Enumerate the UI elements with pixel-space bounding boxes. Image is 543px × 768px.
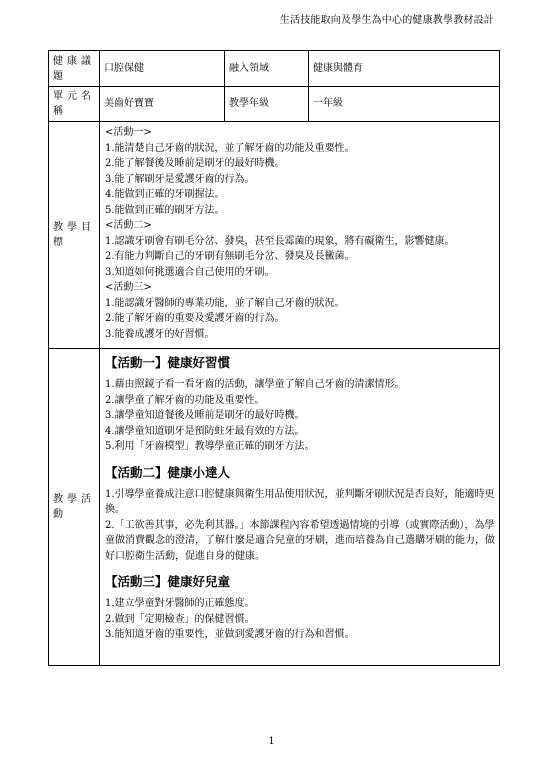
activities-row: [49, 349, 500, 666]
objective-line: <活動一>: [105, 127, 152, 138]
running-header: 生活技能取向及學生為中心的健康教學教材設計: [279, 15, 494, 26]
unit-name-label: 單元名稱: [49, 87, 100, 122]
activity-item: 1.建立學童對牙醫師的正確態度。: [105, 598, 255, 609]
objectives-label: 教學目標: [49, 122, 100, 349]
objective-line: 1.認識牙刷會有刷毛分岔、發臭，甚至長霉菌的現象，將有礙衛生，影響健康。: [105, 235, 455, 247]
activity-item: 2.「工欲善其事，必先利其器。」本節課程內容希望透過情境的引導（或實際活動），為學童做消費觀念的澄清，了解什麼是適合兒童的牙刷，進而培養為自己選購牙刷的能力，做好口腔衛生活動，促進自身的健康。: [105, 519, 495, 562]
activity-item: 2.讓學童了解牙齒的功能及重要性。: [105, 394, 265, 406]
unit-name-value: 美齒好寶寶: [100, 87, 225, 122]
objective-line: 1.能清楚自己牙齒的狀況，並了解牙齒的功能及重要性。: [105, 142, 355, 154]
page-number: 1: [268, 736, 275, 747]
objective-line: 2.有能力判斷自己的牙刷有無刷毛分岔、發臭及長黴菌。: [105, 251, 355, 262]
objective-line: 4.能做到正確的牙刷握法。: [105, 189, 225, 200]
activity-1-title: 【活動一】健康好習慣: [105, 355, 231, 370]
health-topic-label: 健康議題: [49, 51, 100, 87]
objective-line: <活動二>: [105, 220, 152, 231]
objectives-row: [49, 122, 500, 349]
objective-line: 3.能養成護牙的好習慣。: [105, 328, 215, 340]
activity-item: 4.讓學童知道刷牙是預防蛀牙最有效的方法。: [105, 425, 305, 437]
integration-field-value: 健康與體育: [309, 51, 500, 87]
objective-line: <活動三>: [105, 282, 152, 293]
activity-item: 2.做到「定期檢查」的保健習慣。: [105, 613, 255, 625]
activity-item: 1.引導學童養成注意口腔健康與衛生用品使用狀況，並判斷牙刷狀況是否良好，能適時更換。: [105, 488, 495, 515]
integration-field-label: 融入領域: [225, 51, 309, 87]
objective-line: 2.能了解餐後及睡前是刷牙的最好時機。: [105, 158, 285, 169]
unit-row: [49, 87, 500, 122]
activity-item: 3.能知道牙齒的重要性，並做到愛護牙齒的行為和習慣。: [105, 629, 355, 640]
lesson-plan-table: [48, 50, 500, 666]
grade-label: 教學年級: [225, 87, 309, 122]
objective-line: 3.知道如何挑選適合自己使用的牙刷。: [105, 266, 275, 278]
objective-line: 2.能了解牙齒的重要及愛護牙齒的行為。: [105, 313, 285, 324]
objectives-content: [100, 122, 500, 349]
objective-line: 5.能做到正確的刷牙方法。: [105, 204, 225, 216]
grade-value: 一年級: [309, 87, 500, 122]
health-topic-value: 口腔保健: [100, 51, 225, 87]
activity-item: 3.讓學童知道餐後及睡前是刷牙的最好時機。: [105, 410, 305, 421]
activities-content: [100, 349, 500, 666]
activity-2-title: 【活動二】健康小達人: [105, 464, 231, 480]
objective-line: 3.能了解刷牙是愛護牙齒的行為。: [105, 173, 255, 185]
activity-item: 5.利用「牙齒模型」教導學童正確的刷牙方法。: [105, 441, 315, 452]
activity-3-title: 【活動三】健康好兒童: [105, 574, 231, 589]
objective-line: 1.能認識牙醫師的專業功能，並了解自己牙齒的狀況。: [105, 297, 345, 309]
topic-row: [49, 51, 500, 87]
activities-label: 教學活動: [49, 349, 100, 666]
activity-item: 1.藉由照鏡子看一看牙齒的活動，讓學童了解自己牙齒的清潔情形。: [105, 379, 405, 390]
